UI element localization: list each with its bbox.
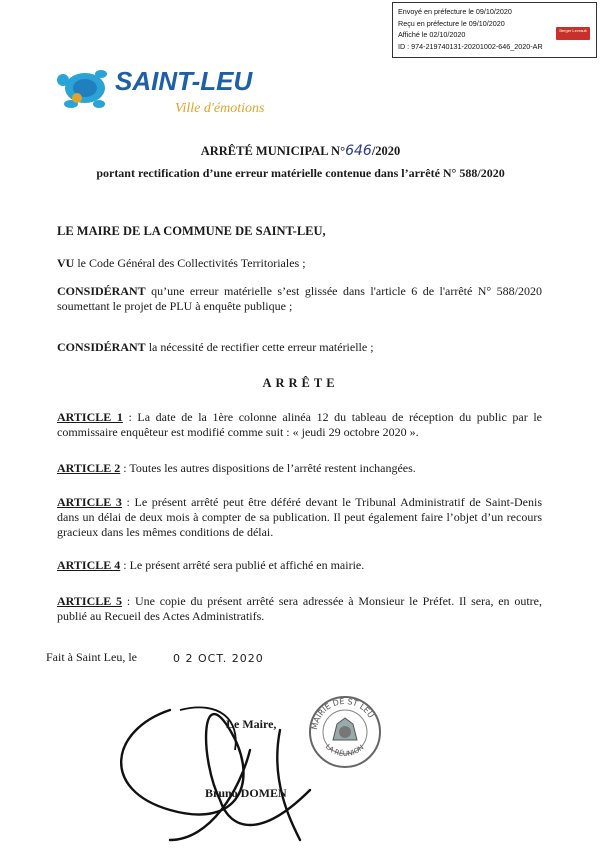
article-5-text: : Une copie du présent arrêté sera adressée à Monsieur le Préfet. Il sera, en outre, publié au Recueil des Actes Administratifs.: [57, 594, 542, 623]
vu-label: VU: [57, 256, 75, 270]
article-4-text: : Le présent arrêté sera publié et affiché en mairie.: [120, 558, 365, 572]
article-3-text: : Le présent arrêté peut être déféré devant le Tribunal Administratif de Saint-Denis dans un délai de deux mois à compter de sa publication. Il peut également faire l’objet d’un recours gracieux dans les mêmes conditions de délai.: [57, 495, 542, 539]
article-3-label: ARTICLE 3: [57, 495, 122, 509]
article-1: [57, 410, 542, 440]
berger-levrault-badge: Berger Levrault: [556, 27, 590, 40]
decree-title: [0, 143, 601, 159]
article-4-label: ARTICLE 4: [57, 558, 121, 572]
article-2-text: : Toutes les autres dispositions de l’arrêté restent inchangées.: [120, 461, 416, 475]
logo-tagline: Ville d'émotions: [175, 101, 265, 116]
article-1-text: : La date de la 1ère colonne alinéa 12 du tableau de réception du public par le commissaire enquêteur est modifié comme suit : « jeudi 29 octobre 2020 ».: [57, 410, 542, 439]
stamp-posted-line: Affiché le 02/10/2020: [398, 30, 466, 39]
title-prefix: ARRÊTÉ MUNICIPAL N°: [200, 144, 346, 158]
vu-paragraph: [57, 256, 542, 271]
considerant-paragraph-1: [57, 284, 542, 314]
signatory-name: Bruno DOMEN: [205, 786, 287, 800]
signed-at-line: Fait à Saint Leu, le: [46, 650, 137, 664]
article-5: [57, 594, 542, 624]
considerant-text-1: qu’une erreur matérielle s’est glissée dans l'article 6 de l'arrêté N° 588/2020 soumettant le projet de PLU à enquête publique ;: [57, 284, 542, 313]
prefecture-receipt-stamp: [392, 2, 597, 58]
article-5-label: ARTICLE 5: [57, 594, 123, 608]
logo-name: SAINT-LEU: [115, 66, 253, 96]
article-4: [57, 558, 542, 573]
vu-text: le Code Général des Collectivités Territoriales ;: [74, 256, 306, 270]
article-3: [57, 495, 542, 540]
considerant-label-2: CONSIDÉRANT: [57, 340, 146, 354]
arrete-heading: ARRÊTE: [262, 376, 339, 390]
town-hall-seal: [307, 694, 383, 770]
stamp-id-line: ID : 974-219740131-20201002-646_2020-AR: [398, 41, 543, 51]
considerant-label-1: CONSIDÉRANT: [57, 284, 146, 298]
saint-leu-logo: [55, 62, 295, 122]
article-1-label: ARTICLE 1: [57, 410, 123, 424]
decree-number: 646: [345, 143, 372, 159]
svg-text:LA RÉUNION: [324, 743, 366, 758]
article-2: [57, 461, 542, 476]
decree-subtitle: portant rectification d’une erreur matérielle contenue dans l’arrêté N° 588/2020: [96, 166, 505, 180]
date-stamp: 0 2 OCT. 2020: [173, 652, 264, 665]
title-suffix: /2020: [371, 144, 401, 158]
seal-top-text: MAIRIE DE ST LEU: [309, 696, 376, 731]
stamp-sent-line: Envoyé en préfecture le 09/10/2020: [398, 7, 512, 16]
stamp-received-line: Reçu en préfecture le 09/10/2020: [398, 18, 505, 28]
considerant-paragraph-2: [57, 340, 542, 355]
seal-bottom-text: LA RÉUNION: [323, 742, 366, 759]
considerant-text-2: la nécessité de rectifier cette erreur matérielle ;: [145, 340, 374, 354]
signatory-role: Le Maire,: [226, 717, 277, 731]
article-2-label: ARTICLE 2: [57, 461, 121, 475]
mayor-heading: LE MAIRE DE LA COMMUNE DE SAINT-LEU,: [57, 224, 326, 238]
turtle-icon: [57, 70, 107, 108]
